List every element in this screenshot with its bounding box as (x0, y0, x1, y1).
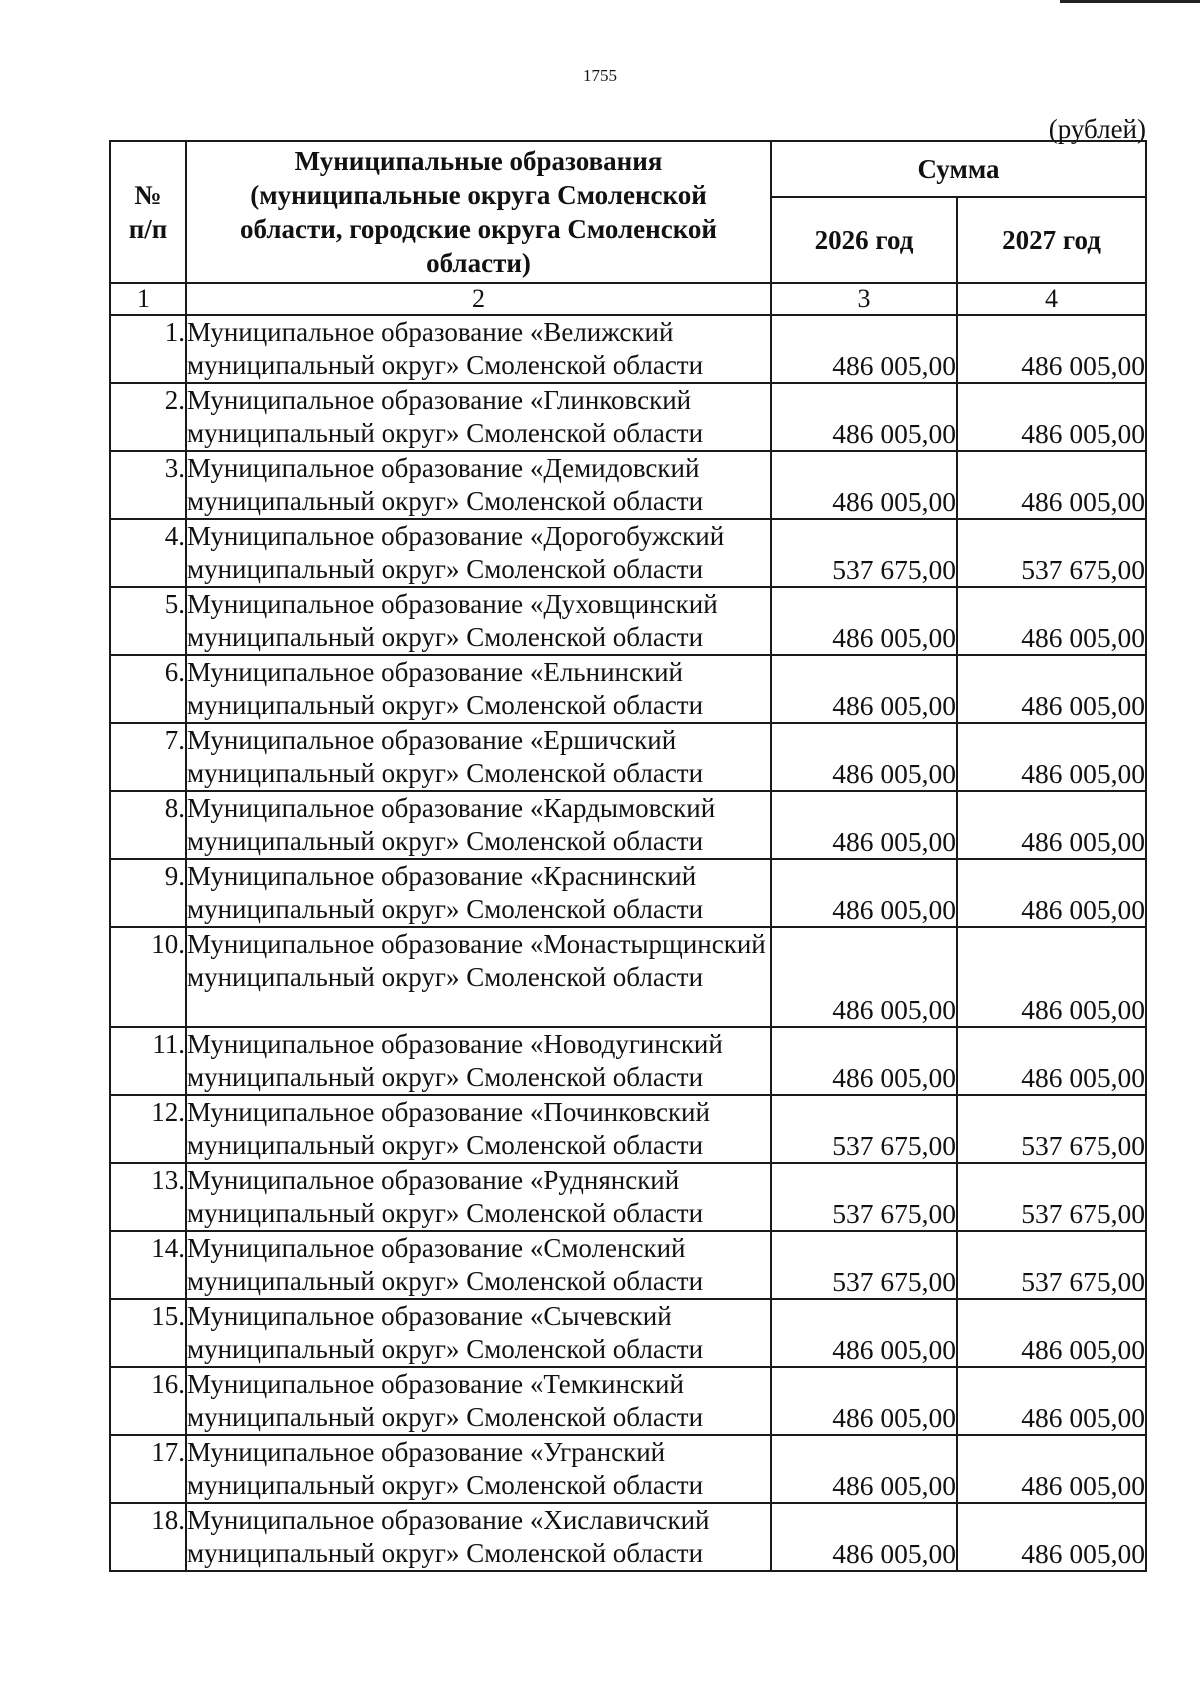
municipality-name: Муниципальное образование «Ершичский муниципальный округ» Смоленской области (186, 723, 771, 791)
row-number: 2. (110, 383, 186, 451)
amount-2026: 537 675,00 (771, 1163, 957, 1231)
column-index-row (110, 283, 1146, 315)
amount-2027: 486 005,00 (957, 927, 1146, 1027)
table-row (110, 587, 1146, 655)
municipality-name: Муниципальное образование «Руднянский муниципальный округ» Смоленской области (186, 1163, 771, 1231)
page-number: 1755 (583, 66, 617, 85)
amount-2026: 486 005,00 (771, 587, 957, 655)
row-number: 17. (110, 1435, 186, 1503)
column-index: 4 (957, 283, 1146, 315)
amount-2026: 486 005,00 (771, 1503, 957, 1571)
municipality-name: Муниципальное образование «Дорогобужский муниципальный округ» Смоленской области (186, 519, 771, 587)
municipality-name: Муниципальное образование «Велижский муниципальный округ» Смоленской области (186, 315, 771, 383)
amount-2026: 486 005,00 (771, 859, 957, 927)
municipality-name: Муниципальное образование «Кардымовский муниципальный округ» Смоленской области (186, 791, 771, 859)
municipality-name: Муниципальное образование «Хиславичский муниципальный округ» Смоленской области (186, 1503, 771, 1571)
amount-2026: 537 675,00 (771, 1231, 957, 1299)
municipality-name: Муниципальное образование «Новодугинский муниципальный округ» Смоленской области (186, 1027, 771, 1095)
row-number: 15. (110, 1299, 186, 1367)
table-row (110, 1163, 1146, 1231)
column-index: 3 (771, 283, 957, 315)
amount-2027: 486 005,00 (957, 1503, 1146, 1571)
table-row (110, 791, 1146, 859)
row-number: 12. (110, 1095, 186, 1163)
amount-2027: 486 005,00 (957, 315, 1146, 383)
amount-2027: 486 005,00 (957, 723, 1146, 791)
amount-2027: 537 675,00 (957, 1163, 1146, 1231)
table-row (110, 927, 1146, 1027)
amount-2027: 486 005,00 (957, 859, 1146, 927)
table-row (110, 1299, 1146, 1367)
column-index: 1 (110, 283, 186, 315)
row-number: 7. (110, 723, 186, 791)
header-num (110, 141, 186, 283)
table-row (110, 859, 1146, 927)
table-row (110, 1503, 1146, 1571)
amount-2027: 537 675,00 (957, 519, 1146, 587)
amount-2026: 486 005,00 (771, 1299, 957, 1367)
table-row (110, 1095, 1146, 1163)
header-year-2026: 2026 год (771, 197, 957, 283)
row-number: 4. (110, 519, 186, 587)
header-name (186, 141, 771, 283)
row-number: 13. (110, 1163, 186, 1231)
header-sum: Сумма (771, 141, 1146, 197)
municipality-name: Муниципальное образование «Темкинский муниципальный округ» Смоленской области (186, 1367, 771, 1435)
table-row (110, 1367, 1146, 1435)
municipality-name: Муниципальное образование «Починковский муниципальный округ» Смоленской области (186, 1095, 771, 1163)
amount-2027: 486 005,00 (957, 1367, 1146, 1435)
row-number: 6. (110, 655, 186, 723)
amount-2027: 486 005,00 (957, 1435, 1146, 1503)
row-number: 10. (110, 927, 186, 1027)
municipality-name: Муниципальное образование «Сычевский муниципальный округ» Смоленской области (186, 1299, 771, 1367)
amount-2027: 486 005,00 (957, 1299, 1146, 1367)
row-number: 1. (110, 315, 186, 383)
amount-2026: 486 005,00 (771, 383, 957, 451)
amount-2026: 486 005,00 (771, 655, 957, 723)
amount-2027: 486 005,00 (957, 655, 1146, 723)
table-row (110, 655, 1146, 723)
header-name-text: Муниципальные образования (муниципальные округа Смоленской области, городские округа Смоленской области) (240, 146, 717, 278)
amount-2026: 486 005,00 (771, 451, 957, 519)
amount-2027: 486 005,00 (957, 1027, 1146, 1095)
amount-2026: 486 005,00 (771, 1027, 957, 1095)
amount-2027: 486 005,00 (957, 587, 1146, 655)
amount-2026: 486 005,00 (771, 1435, 957, 1503)
allocation-table (109, 140, 1147, 1572)
amount-2026: 486 005,00 (771, 927, 957, 1027)
municipality-name: Муниципальное образование «Демидовский муниципальный округ» Смоленской области (186, 451, 771, 519)
municipality-name: Муниципальное образование «Монастырщинский муниципальный округ» Смоленской области (186, 927, 771, 1027)
row-number: 18. (110, 1503, 186, 1571)
column-index: 2 (186, 283, 771, 315)
amount-2027: 537 675,00 (957, 1095, 1146, 1163)
row-number: 14. (110, 1231, 186, 1299)
municipality-name: Муниципальное образование «Угранский муниципальный округ» Смоленской области (186, 1435, 771, 1503)
amount-2027: 486 005,00 (957, 791, 1146, 859)
amount-2027: 537 675,00 (957, 1231, 1146, 1299)
scan-edge-line (1060, 0, 1200, 3)
row-number: 5. (110, 587, 186, 655)
row-number: 3. (110, 451, 186, 519)
table-row (110, 1027, 1146, 1095)
table-row (110, 1231, 1146, 1299)
header-num-text: № п/п (128, 180, 168, 244)
amount-2026: 537 675,00 (771, 1095, 957, 1163)
table-row (110, 451, 1146, 519)
municipality-name: Муниципальное образование «Глинковский муниципальный округ» Смоленской области (186, 383, 771, 451)
municipality-name: Муниципальное образование «Ельнинский муниципальный округ» Смоленской области (186, 655, 771, 723)
amount-2026: 486 005,00 (771, 1367, 957, 1435)
row-number: 11. (110, 1027, 186, 1095)
row-number: 9. (110, 859, 186, 927)
table-row (110, 723, 1146, 791)
amount-2026: 486 005,00 (771, 723, 957, 791)
table-body (110, 315, 1146, 1571)
row-number: 16. (110, 1367, 186, 1435)
table-row (110, 315, 1146, 383)
row-number: 8. (110, 791, 186, 859)
amount-2027: 486 005,00 (957, 451, 1146, 519)
amount-2026: 486 005,00 (771, 315, 957, 383)
amount-2026: 486 005,00 (771, 791, 957, 859)
table-row (110, 1435, 1146, 1503)
municipality-name: Муниципальное образование «Краснинский муниципальный округ» Смоленской области (186, 859, 771, 927)
amount-2026: 537 675,00 (771, 519, 957, 587)
units-label: (рублей) (1048, 114, 1146, 144)
amount-2027: 486 005,00 (957, 383, 1146, 451)
municipality-name: Муниципальное образование «Смоленский муниципальный округ» Смоленской области (186, 1231, 771, 1299)
header-year-2027: 2027 год (957, 197, 1146, 283)
table-row (110, 519, 1146, 587)
municipality-name: Муниципальное образование «Духовщинский муниципальный округ» Смоленской области (186, 587, 771, 655)
table-row (110, 383, 1146, 451)
